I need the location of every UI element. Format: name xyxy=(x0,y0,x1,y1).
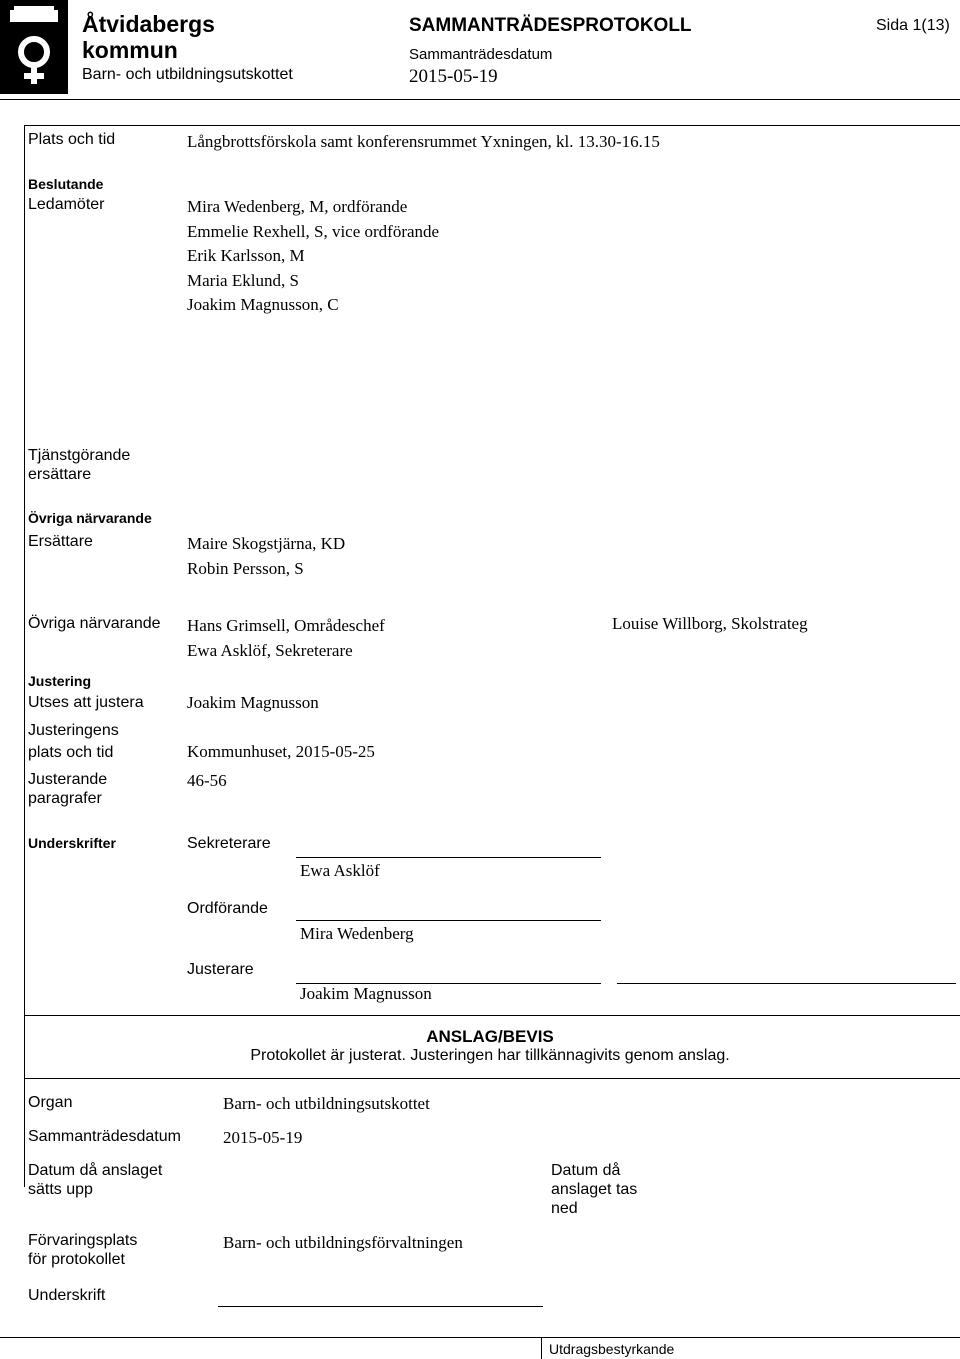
substitutes-list xyxy=(187,532,345,581)
organ-value: Barn- och utbildningsutskottet xyxy=(223,1094,430,1113)
header-divider xyxy=(0,99,960,100)
page-number: Sida 1(13) xyxy=(876,17,950,34)
logo xyxy=(0,0,68,94)
deciding-heading: Beslutande xyxy=(28,176,104,192)
meeting-date-label: Sammanträdesdatum xyxy=(409,46,553,63)
member-item: Mira Wedenberg, M, ordförande xyxy=(187,197,408,216)
member-item: Erik Karlsson, M xyxy=(187,246,305,265)
organ-label: Organ xyxy=(28,1094,73,1111)
secretary-signature-line[interactable] xyxy=(296,857,601,858)
secretary-label: Sekreterare xyxy=(187,835,271,852)
other-person-right: Louise Willborg, Skolstrateg xyxy=(612,614,808,633)
adjuster-name: Joakim Magnusson xyxy=(300,984,432,1003)
other-person-item: Ewa Asklöf, Sekreterare xyxy=(187,640,353,660)
chair-label: Ordförande xyxy=(187,900,268,917)
paragraphs-label-1: Justerande xyxy=(28,771,108,788)
other-person-item: Hans Grimsell, Områdeschef xyxy=(187,616,385,635)
notice-date-value: 2015-05-19 xyxy=(223,1128,303,1147)
posted-label-2: sätts upp xyxy=(28,1181,93,1198)
serving-substitutes-label-2: ersättare xyxy=(28,466,92,483)
members-label: Ledamöter xyxy=(28,196,105,213)
coat-of-arms-icon xyxy=(0,0,68,94)
member-item: Joakim Magnusson, C xyxy=(187,295,339,314)
adjustment-place-label-2: plats och tid xyxy=(28,744,114,761)
secretary-name: Ewa Asklöf xyxy=(300,861,380,880)
substitute-item: Maire Skogstjärna, KD xyxy=(187,534,346,553)
adjuster-label: Justerare xyxy=(187,961,254,978)
notice-top-line xyxy=(24,1015,960,1016)
footer-divider xyxy=(541,1337,542,1359)
others-label: Övriga närvarande xyxy=(28,615,161,632)
substitutes-label: Ersättare xyxy=(28,533,93,550)
paragraphs-value: 46-56 xyxy=(187,771,227,790)
removed-label-1: Datum då xyxy=(551,1162,621,1179)
notice-text: Protokollet är justerat. Justeringen har tillkännagivits genom anslag. xyxy=(250,1047,730,1064)
others-present-heading: Övriga närvarande xyxy=(28,510,152,526)
removed-label-2: anslaget tas xyxy=(551,1181,638,1198)
chair-signature-line[interactable] xyxy=(296,920,601,921)
removed-label-3: ned xyxy=(551,1200,578,1217)
paragraphs-label-2: paragrafer xyxy=(28,790,102,807)
storage-label-1: Förvaringsplats xyxy=(28,1232,138,1249)
top-box-line xyxy=(24,125,960,126)
document-title: SAMMANTRÄDESPROTOKOLL xyxy=(409,15,692,36)
appointed-value: Joakim Magnusson xyxy=(187,693,319,712)
appointed-label: Utses att justera xyxy=(28,694,144,711)
member-item: Maria Eklund, S xyxy=(187,270,299,290)
members-list xyxy=(187,195,439,318)
committee-name: Barn- och utbildningsutskottet xyxy=(82,66,293,83)
serving-substitutes-label-1: Tjänstgörande xyxy=(28,447,131,464)
chair-name: Mira Wedenberg xyxy=(300,924,414,943)
adjustment-place-label-1: Justeringens xyxy=(28,722,119,739)
place-label: Plats och tid xyxy=(28,131,116,148)
org-name-line1: Åtvidabergs xyxy=(82,11,215,37)
storage-label-2: för protokollet xyxy=(28,1251,125,1268)
posted-label-1: Datum då anslaget xyxy=(28,1162,163,1179)
notice-signature-line[interactable] xyxy=(218,1306,543,1307)
place-value: Långbrottsförskola samt konferensrummet Yxningen, kl. 13.30-16.15 xyxy=(187,132,660,151)
notice-bottom-line xyxy=(0,1337,960,1338)
meeting-date: 2015-05-19 xyxy=(409,66,498,87)
others-list xyxy=(187,614,385,663)
extra-signature-line[interactable] xyxy=(617,983,956,984)
extract-certification: Utdragsbestyrkande xyxy=(549,1341,675,1357)
adjustment-heading: Justering xyxy=(28,673,92,689)
notice-section-line xyxy=(24,1078,960,1079)
adjustment-place-value: Kommunhuset, 2015-05-25 xyxy=(187,742,375,761)
org-name-line2: kommun xyxy=(82,37,178,63)
storage-value: Barn- och utbildningsförvaltningen xyxy=(223,1233,463,1252)
notice-title: ANSLAG/BEVIS xyxy=(426,1027,554,1046)
notice-signature-label: Underskrift xyxy=(28,1287,106,1304)
signatures-heading: Underskrifter xyxy=(28,835,116,851)
notice-date-label: Sammanträdesdatum xyxy=(28,1128,181,1145)
substitute-item: Robin Persson, S xyxy=(187,558,304,578)
member-item: Emmelie Rexhell, S, vice ordförande xyxy=(187,221,440,241)
